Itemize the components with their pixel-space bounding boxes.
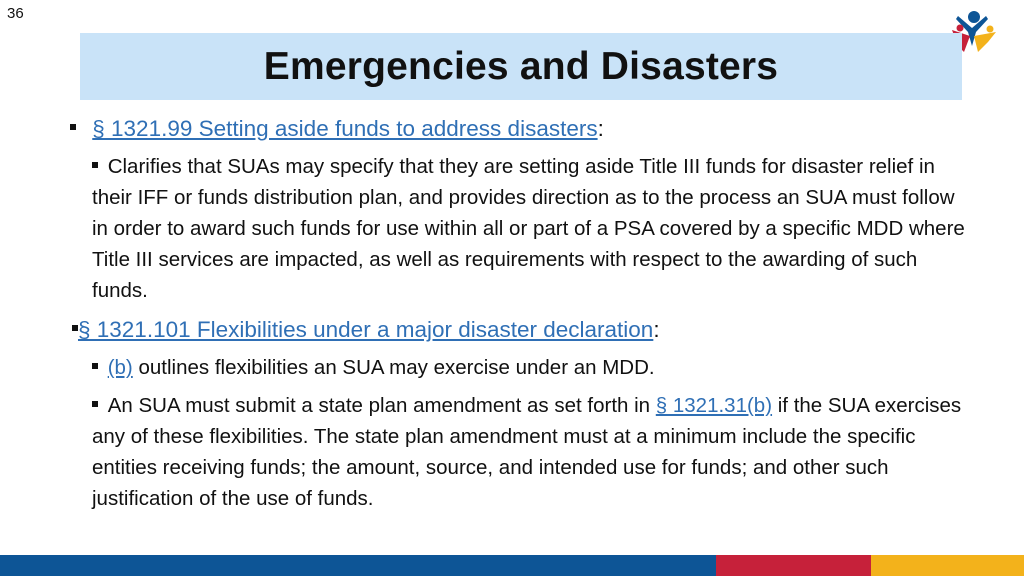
section-link-1321-99[interactable]: § 1321.99 Setting aside funds to address disasters xyxy=(92,116,598,141)
square-bullet-icon xyxy=(92,401,98,407)
list-item xyxy=(92,390,972,514)
slide-number: 36 xyxy=(7,5,24,22)
square-bullet-icon xyxy=(70,124,76,130)
square-bullet-icon xyxy=(92,162,98,168)
section-suffix: : xyxy=(653,317,660,342)
section-link-1321-101[interactable]: § 1321.101 Flexibilities under a major disaster declaration xyxy=(78,317,654,342)
square-bullet-icon xyxy=(92,363,98,369)
section-heading-2 xyxy=(72,316,660,344)
footer-color-bar xyxy=(0,555,1024,576)
footer-segment-gold xyxy=(871,555,1024,576)
list-item xyxy=(92,151,972,306)
item-text-before: An SUA must submit a state plan amendment as set forth in xyxy=(107,394,656,417)
footer-segment-blue xyxy=(0,555,716,576)
title-band xyxy=(80,33,962,100)
list-item xyxy=(92,352,972,383)
square-bullet-icon xyxy=(72,325,78,331)
section-suffix: : xyxy=(597,116,604,141)
subsection-link-b[interactable]: (b) xyxy=(107,356,133,379)
footer-segment-red xyxy=(716,555,871,576)
item-text-after: if the SUA exercises any of these flexibilities. The state plan amendment must at a minimum include the specific entities receiving funds; the amount, source, and intended use for funds; and other such justification of the use of funds. xyxy=(92,394,962,510)
section-heading-1 xyxy=(70,115,604,143)
item-text: outlines flexibilities an SUA may exercise under an MDD. xyxy=(132,356,655,379)
slide-title: Emergencies and Disasters xyxy=(263,44,779,88)
section-link-1321-31b[interactable]: § 1321.31(b) xyxy=(655,394,773,417)
item-text: Clarifies that SUAs may specify that they are setting aside Title III funds for disaster relief in their IFF or funds distribution plan, and provides direction as to the process an SUA must follow in order to award such funds for use within all or part of a PSA covered by a specific MDD where Title III services are impacted, as well as requirements with respect to the awarding of such funds. xyxy=(92,155,965,302)
